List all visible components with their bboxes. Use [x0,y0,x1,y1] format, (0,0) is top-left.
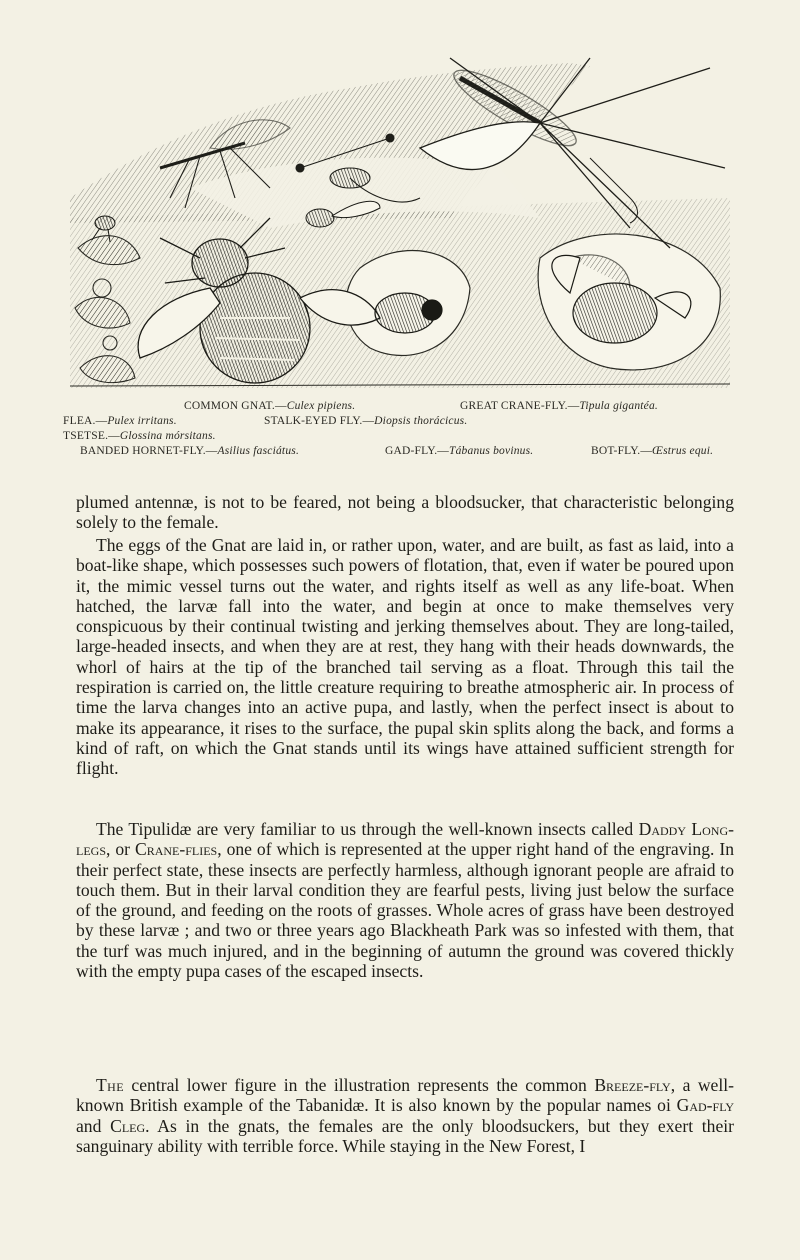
term-crane-flies: Crane-flies [134,839,218,860]
paragraph-4-part-a: central lower figure in the illustration represents the common [131,1075,587,1095]
caption-label: BANDED HORNET-FLY.— [80,445,218,457]
term-cleg: Cleg. [110,1115,150,1136]
caption-label: BOT-FLY.— [591,445,653,457]
term-daddy-long-legs: Daddy Long-legs [76,819,734,860]
paragraph-1: plumed antennæ, is not to be feared, not being a bloodsucker, that characteristic belonging solely to the female. [76,492,734,533]
caption-label: COMMON GNAT.— [184,400,287,412]
term-gad-fly: Gad-fly [676,1095,734,1116]
paragraph-4-part-d: As in the gnats, the females are the only bloodsuckers, but they exert their sanguinary ability with terrible force. While staying in the New Forest, I [76,1115,734,1156]
caption-bot-fly [591,445,713,457]
caption-flea [63,415,177,427]
caption-latin: Asilius fasciátus. [217,445,300,457]
paragraph-3 [76,819,734,981]
caption-tsetse [63,430,216,442]
caption-label: TSETSE.— [63,430,120,442]
paragraph-4-part-b: , a well-known British example of the Tabanidæ. It is also known by the popular names oi [76,1075,734,1116]
caption-great-crane-fly [460,400,658,412]
caption-banded-hornet-fly [80,445,299,457]
caption-latin: Diopsis thorácicus. [374,415,468,427]
caption-latin: Pulex irritans. [107,415,177,427]
paragraph-3-part-a: The Tipulidæ are very familiar to us through the well-known insects called [96,819,634,839]
insect-engraving [70,48,730,388]
caption-latin: Glossina mórsitans. [119,430,216,442]
caption-latin: Culex pipiens. [286,400,356,412]
caption-latin: Tipula gigantéa. [579,400,659,412]
paragraph-4-lead: The [96,1075,124,1095]
caption-label: GAD-FLY.— [385,445,450,457]
paragraph-3-part-c: , one of which is represented at the upper right hand of the engraving. In their perfect state, these insects are perfectly harmless, although ignorant people are afraid to touch them. But in their larval condition they are fearful pests, living just below the surface of the ground, and feeding on the roots of grasses. Whole acres of grass have been destroyed by these larvæ ; and two or three years ago Blackheath Park was so infested with them, that the turf was much injured, and in the beginning of autumn the ground was covered thickly with the empty pupa cases of the escaped insects. [76,839,735,982]
caption-common-gnat [184,400,355,412]
paragraph-3-part-b: , or [106,839,131,860]
paragraph-4-part-c: and [76,1115,102,1136]
caption-label: GREAT CRANE-FLY.— [460,400,580,412]
paragraph-2: The eggs of the Gnat are laid in, or rather upon, water, and are built, as fast as laid, into a boat-like shape, which possesses such powers of flotation, that, even if water be poured upon it, the mimic vessel turns out the water, and rights itself as well as any life-boat. When hatched, the larvæ fall into the water, and begin at once to make themselves very conspicuous by their continual twisting and jerking themselves about. They are long-tailed, large-headed insects, and when they are at rest, they hang with their heads downwards, the whorl of hairs at the tip of the branched tail serving as a float. Through this tail the respiration is carried on, the little creature requiring to breathe atmospheric air. In process of time the larva changes into an active pupa, and lastly, when the perfect insect is about to make its appearance, it rises to the surface, the pupal skin splits along the back, and forms a kind of raft, on which the Gnat stands until its wings have attained sufficient strength for flight. [76,535,734,779]
caption-gad-fly [385,445,533,457]
caption-latin: Œstrus equi. [652,445,714,457]
caption-label: STALK-EYED FLY.— [264,415,375,427]
term-breeze-fly: Breeze-fly [594,1075,671,1095]
caption-stalk-eyed-fly [264,415,467,427]
paragraph-4 [76,1075,734,1156]
caption-latin: Tábanus bovinus. [449,445,534,457]
caption-label: FLEA.— [63,415,108,427]
